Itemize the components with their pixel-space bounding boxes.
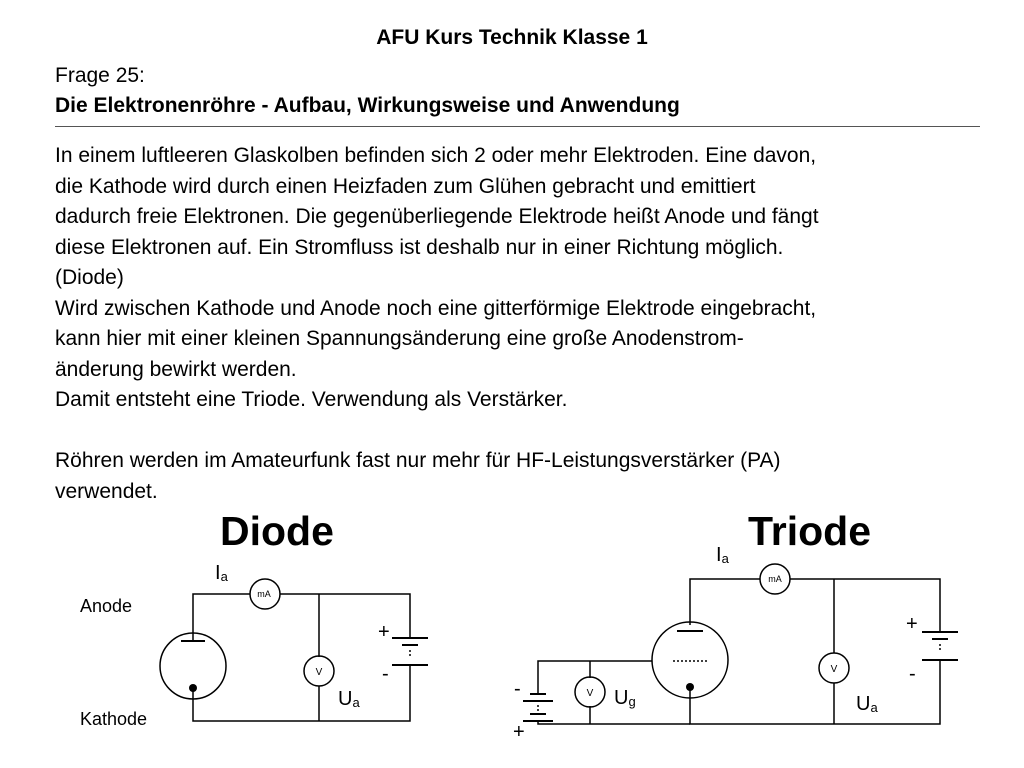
text-line: dadurch freie Elektronen. Die gegenüberliegende Elektrode heißt Anode und fängt [55, 205, 819, 228]
question-topic: Die Elektronenröhre - Aufbau, Wirkungsweise und Anwendung [55, 94, 680, 117]
triode-current-label: Ia [716, 544, 729, 566]
triode-grid-return-wire [538, 722, 690, 724]
triode-grid-voltage-label: Ug [614, 687, 636, 709]
triode-anode-voltage-label: Ua [856, 693, 878, 715]
triode-heading: Triode [748, 508, 872, 554]
text-line: Damit entsteht eine Triode. Verwendung als Verstärker. [55, 388, 568, 411]
cathode-label: Kathode [80, 709, 148, 729]
diode-cathode-dot [189, 684, 197, 692]
diode-anode-wire [193, 594, 250, 640]
diode-voltmeter-label: V [315, 667, 323, 678]
diode-ammeter-label: mA [257, 589, 271, 599]
diode-current-label: Ia [215, 562, 228, 584]
triode-cathode-dot [686, 683, 694, 691]
text-line: verwendet. [55, 479, 158, 503]
triode-circuit [523, 564, 958, 724]
anode-label: Anode [80, 596, 133, 616]
triode-voltmeter-label: V [830, 664, 838, 675]
text-line: diese Elektronen auf. Ein Stromfluss ist deshalb nur in einer Richtung möglich. [55, 235, 784, 259]
diode-circuit [160, 579, 428, 721]
diode-heading: Diode [220, 508, 334, 554]
text-line: Röhren werden im Amateurfunk fast nur mehr für HF-Leistungsverstärker (PA) [55, 449, 781, 472]
text-line: änderung bewirkt werden. [55, 357, 297, 381]
diode-top-wire [280, 594, 410, 637]
text-line: In einem luftleeren Glaskolben befinden sich 2 oder mehr Elektroden. Eine davon, [55, 144, 817, 167]
triode-ammeter-label: mA [768, 574, 782, 584]
question-number: Frage 25: [55, 64, 145, 87]
text-line: (Diode) [55, 266, 124, 289]
text-line: kann hier mit einer kleinen Spannungsänderung eine große Anodenstrom- [55, 327, 744, 350]
triode-minus-sign: - [909, 663, 916, 685]
diode-plus-sign: + [378, 621, 390, 643]
text-line: die Kathode wird durch einen Heizfaden zum Glühen gebracht und emittiert [55, 174, 756, 198]
text-line: Wird zwischen Kathode und Anode noch eine gitterförmige Elektrode eingebracht, [55, 296, 817, 320]
triode-grid-minus-sign: - [514, 678, 521, 700]
triode-grid-plus-sign: + [513, 721, 525, 743]
course-title: AFU Kurs Technik Klasse 1 [376, 26, 648, 49]
triode-grid-voltmeter-label: V [586, 688, 594, 699]
diode-voltage-label: Ua [338, 688, 360, 710]
diode-minus-sign: - [382, 663, 389, 685]
triode-grid-wire [538, 661, 652, 693]
triode-plus-sign: + [906, 613, 918, 635]
triode-anode-wire [690, 579, 760, 625]
